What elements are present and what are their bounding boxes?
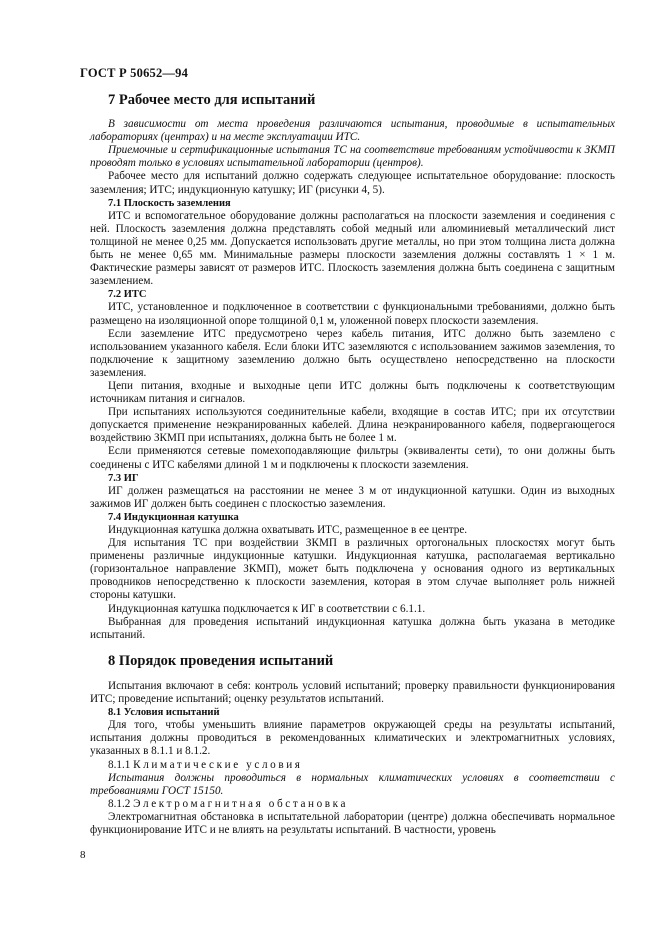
subsection-7-3-paragraph: ИГ должен размещаться на расстоянии не менее 3 м от индукционной катушки. Один из выходных зажимов ИГ должен быть соединен с плоскостью заземления. <box>90 484 615 510</box>
page-body <box>90 60 615 837</box>
subsection-8-1-2-paragraph: Электромагнитная обстановка в испытательной лаборатории (центре) должна обеспечивать нормальное функционирование ИТС и не влиять на результаты испытаний. В частности, уровень <box>90 810 615 836</box>
subsection-7-4-title: 7.4 Индукционная катушка <box>108 511 239 523</box>
subsection-7-4-paragraph-3: Индукционная катушка подключается к ИГ в соответствии с 6.1.1. <box>108 602 426 615</box>
subsection-7-2-paragraph-5: Если применяются сетевые помехоподавляющие фильтры (эквиваленты сети), то они должны быть соединены с ИТС кабелями длиной 1 м и подключены к плоскости заземления. <box>90 445 615 471</box>
section-7-paragraph-1: В зависимости от места проведения различаются испытания, проводимые в испытательных лабораториях (центрах) и на месте эксплуатации ИТС. <box>90 118 615 144</box>
section-8-title: 8 Порядок проведения испытаний <box>108 652 334 669</box>
subsection-7-2-paragraph-1: ИТС, установленное и подключенное в соответствии с функциональными требованиями, должно быть размещено на изоляционной опоре толщиной 0,1 м, уложенной поверх плоскости заземления. <box>90 301 615 327</box>
subsection-7-4-paragraph-2: Для испытания ТС при воздействии ЗКМП в различных ортогональных плоскостях могут быть применены различные индукционные катушки. Индукционная катушка, располагаемая вертикально (горизонтальное направление ЗКМП), может быть подключена у основания одного из вертикальных проводников непосредственно к плоскости заземления, которая в этом случае выполняет роль нижней стороны катушки. <box>90 537 615 602</box>
subsection-7-1-paragraph: ИТС и вспомогательное оборудование должны располагаться на плоскости заземления и соединения с ней. Плоскость заземления должна представлять собой медный или алюминиевый металлический лист толщиной не менее 0,25 мм. Допускается использовать другие металлы, но при этом толщина листа должна быть не менее 0,65 мм. Минимальные размеры плоскости заземления должны составлять 1 × 1 м. Фактические размеры зависят от размеров ИТС. Плоскость заземления должна быть соединена с защитным заземлением. <box>90 209 615 288</box>
subsection-8-1-1-paragraph: Испытания должны проводиться в нормальных климатических условиях в соответствии с требованиями ГОСТ 15150. <box>90 771 615 797</box>
subsection-7-2-paragraph-4: При испытаниях используются соединительные кабели, входящие в состав ИТС; при их отсутствии допускается применение неэкранированных кабелей. Длина неэкранированного кабеля, подвергающегося воздействию ЗКМП при испытаниях, должна быть не более 1 м. <box>90 406 615 445</box>
subsection-8-1-title: 8.1 Условия испытаний <box>108 707 220 719</box>
document-header: ГОСТ Р 50652—94 <box>80 66 189 80</box>
subsection-7-4-paragraph-4: Выбранная для проведения испытаний индукционная катушка должна быть указана в методике испытаний. <box>90 615 615 641</box>
subsection-8-1-2-number: 8.1.2 <box>108 797 131 810</box>
section-7-title: 7 Рабочее место для испытаний <box>108 92 316 108</box>
subsection-7-4-paragraph-1: Индукционная катушка должна охватывать ИТС, размещенное в ее центре. <box>108 524 468 536</box>
subsection-7-3-title: 7.3 ИГ <box>108 472 139 484</box>
subsection-8-1-1-title: Климатические условия <box>133 758 303 771</box>
section-7-paragraph-3: Рабочее место для испытаний должно содержать следующее испытательное оборудование: плоскость заземления; ИТС; индукционную катушку; ИГ (рисунки 4, 5). <box>90 170 615 196</box>
subsection-7-2-paragraph-3: Цепи питания, входные и выходные цепи ИТС должны быть подключены к соответствующим источникам питания и сигналов. <box>90 379 615 406</box>
page-number: 8 <box>80 849 86 861</box>
subsection-8-1-2-heading <box>90 798 615 811</box>
subsection-7-2-title: 7.2 ИТС <box>108 289 147 301</box>
section-8-paragraph-1: Испытания включают в себя: контроль условий испытаний; проверку правильности функционирования ИТС; проведение испытаний; оценку результатов испытаний. <box>90 679 615 706</box>
subsection-8-1-paragraph: Для того, чтобы уменьшить влияние параметров окружающей среды на результаты испытаний, испытания должны проводиться в рекомендованных климатических и электромагнитных условиях, указанных в 8.1.1 и 8.1.2. <box>90 719 615 758</box>
subsection-7-1-title: 7.1 Плоскость заземления <box>108 197 231 209</box>
subsection-8-1-2-title: Электромагнитная обстановка <box>133 797 349 810</box>
subsection-8-1-1-number: 8.1.1 <box>108 758 131 771</box>
subsection-8-1-1-heading <box>90 759 615 772</box>
section-7-paragraph-2: Приемочные и сертификационные испытания ТС на соответствие требованиям устойчивости к ЗКМП проводят только в условиях испытательной лаборатории (центров). <box>90 144 615 170</box>
subsection-7-2-paragraph-2: Если заземление ИТС предусмотрено через кабель питания, ИТС должно быть заземлено с использованием указанного кабеля. Если блоки ИТС заземляются с использованием зажимов заземления, то подключение к защитному заземлению должно быть осуществлено непосредственно на плоскости заземления. <box>90 327 615 379</box>
